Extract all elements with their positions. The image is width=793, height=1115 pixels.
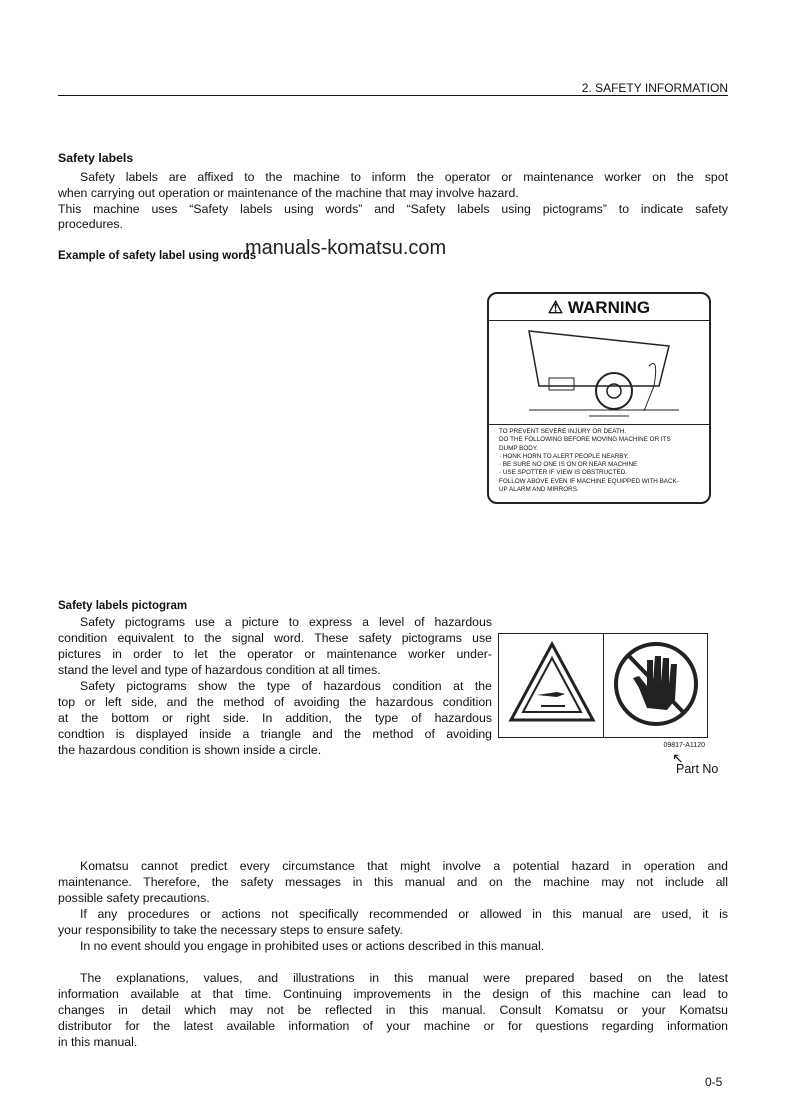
text-line: distributor for the latest available information of your machine or for questions regarding information <box>58 1019 728 1033</box>
text-line: If any procedures or actions not specifically recommended or allowed in this manual are used, it is <box>80 907 728 921</box>
text-line: your responsibility to take the necessary steps to ensure safety. <box>58 923 403 937</box>
prohibition-hand-icon <box>609 638 703 730</box>
text-line: in this manual. <box>58 1035 138 1049</box>
text-line: top or left side, and the method of avoiding the hazardous condition <box>58 695 492 709</box>
text-line: In no event should you engage in prohibited uses or actions described in this manual. <box>80 939 545 953</box>
text-line: procedures. <box>58 217 123 231</box>
text-line: This machine uses “Safety labels using words” and “Safety labels using pictograms” to indicate safety <box>58 202 728 216</box>
text-line: condtion is displayed inside a triangle and the method of avoiding <box>58 727 492 741</box>
warning-line: · USE SPOTTER IF VIEW IS OBSTRUCTED. <box>499 469 628 477</box>
text-line: changes in detail which may not be reflected in this manual. Consult Komatsu or your Komatsu <box>58 1003 728 1017</box>
warning-line: DUMP BODY. <box>499 444 538 452</box>
page-number: 0-5 <box>705 1075 723 1089</box>
warning-line: TO PREVENT SEVERE INJURY OR DEATH. <box>499 428 627 435</box>
text-line: pictures in order to let the operator or maintenance worker under- <box>58 647 492 661</box>
text-line: Safety labels are affixed to the machine to inform the operator or maintenance worker on the spot <box>80 170 728 184</box>
text-line: The explanations, values, and illustrations in this manual were prepared based on the latest <box>80 971 728 985</box>
text-line: maintenance. Therefore, the safety messages in this manual and on the machine may not include all <box>58 875 728 889</box>
warning-line: DO THE FOLLOWING BEFORE MOVING MACHINE OR ITS <box>499 436 671 444</box>
warning-line: FOLLOW ABOVE EVEN IF MACHINE EQUIPPED WITH BACK- <box>499 477 679 485</box>
text-line: stand the level and type of hazardous condition at all times. <box>58 663 381 677</box>
dump-truck-illustration-icon <box>519 326 689 421</box>
warning-line: · HONK HORN TO ALERT PEOPLE NEARBY. <box>499 452 629 460</box>
example-heading: Example of safety label using words <box>58 250 257 262</box>
section-header: 2. SAFETY INFORMATION <box>581 81 728 95</box>
arrow-icon: ↖ <box>672 750 684 766</box>
text-line: when carrying out operation or maintenance of the machine that may involve hazard. <box>58 186 519 200</box>
pictogram-label <box>498 633 708 749</box>
safety-labels-heading: Safety labels <box>58 151 134 165</box>
text-line: condition equivalent to the signal word. These safety pictograms use <box>58 631 492 645</box>
warning-line: · BE SURE NO ONE IS ON OR NEAR MACHINE <box>499 461 638 469</box>
text-line: Komatsu cannot predict every circumstance that might involve a potential hazard in operation and <box>80 859 728 873</box>
text-line: Safety pictograms show the type of hazardous condition at the <box>80 679 492 693</box>
text-line: Safety pictograms use a picture to express a level of hazardous <box>80 615 492 629</box>
hazard-triangle-icon <box>507 640 597 726</box>
text-line: possible safety precautions. <box>58 891 210 905</box>
part-no-label: Part No <box>676 762 719 776</box>
header-rule <box>58 95 728 96</box>
warning-title <box>489 298 709 318</box>
pictogram-heading: Safety labels pictogram <box>58 600 188 612</box>
text-line: at the bottom or right side. In addition, the type of hazardous <box>58 711 492 725</box>
watermark: manuals-komatsu.com <box>245 237 447 259</box>
warning-triangle-icon: ⚠ <box>547 298 564 317</box>
part-number: 09817-A1120 <box>663 742 705 749</box>
warning-title-text: WARNING <box>567 298 651 317</box>
text-line: information available at that time. Continuing improvements in the design of this machine can lead to <box>58 987 728 1001</box>
warning-text <box>499 428 679 494</box>
text-line: the hazardous condition is shown inside a circle. <box>58 743 322 757</box>
warning-label <box>487 292 711 504</box>
warning-line: UP ALARM AND MIRRORS. <box>499 486 579 494</box>
